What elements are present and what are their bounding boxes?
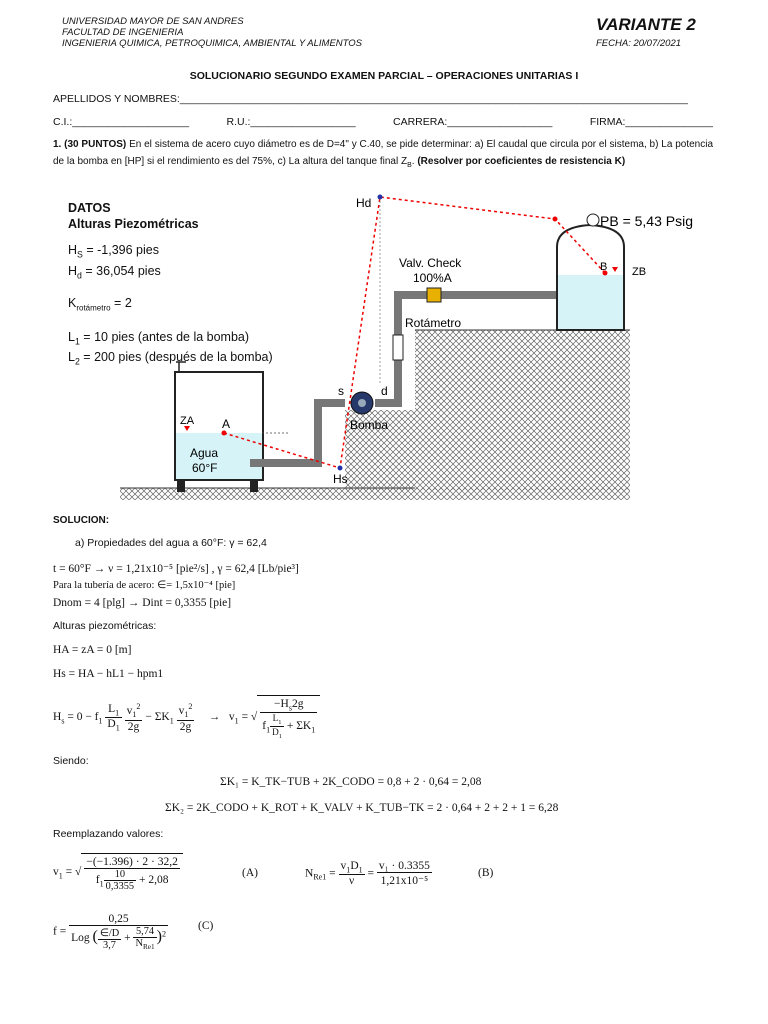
system-diagram bbox=[0, 185, 768, 505]
sum-k2: ΣK₂ = 2K_CODO + K_ROT + K_VALV + K_TUB−TK = 2 · 0,64 + 2 + 2 + 1 = 6,28 bbox=[165, 802, 559, 814]
suction-pipe bbox=[250, 403, 345, 463]
reynolds-equation: $N_{Re1}$ = $\frac{v_1D_1}{\nu}$ = $\frac{\text{v₁ · 0.3355}}{\text{1,21x10⁻⁵}}$ bbox=[305, 860, 430, 888]
alturas-heading: Alturas Piezométricas bbox=[68, 217, 199, 231]
label-eq-b: (B) bbox=[478, 867, 494, 879]
faculty-name: FACULTAD DE INGENIERIA bbox=[62, 27, 184, 38]
friction-factor-equation: f = 0,25 Log ( $\frac{\in/D}{3,7}$ + $\frac{5,74}{N_{Re1}}$ )$^2$ bbox=[53, 913, 166, 952]
carrera-field: CARRERA:__________________ bbox=[392, 116, 553, 128]
ha-equation: HA = zA = 0 [m] bbox=[53, 644, 132, 656]
water-props-item: a) Propiedades del agua a 60°F: γ = 62,4 bbox=[75, 537, 267, 549]
student-info-row bbox=[53, 116, 713, 128]
university-header bbox=[62, 16, 362, 49]
problem-number: 1. (30 PUNTOS) bbox=[53, 139, 127, 150]
hs-value: $H_S = -1,396$ pies bbox=[68, 243, 159, 260]
label-pb: PB = 5,43 Psig bbox=[600, 213, 694, 229]
university-name: UNIVERSIDAD MAYOR DE SAN ANDRES bbox=[62, 16, 244, 27]
rotameter bbox=[393, 335, 403, 360]
label-hs: Hs bbox=[333, 472, 348, 486]
hs-equation: Hs = HA − hL1 − hpm1 bbox=[53, 668, 164, 680]
siendo-label: Siendo: bbox=[53, 755, 89, 767]
label-hd: Hd bbox=[356, 196, 372, 210]
v1-substitution: $v_1$ = √ −(−1.396) · 2 · 32,2 $f_1$ $\frac{10}{0,3355}$ + 2,08 bbox=[53, 853, 183, 892]
ru-field: R.U.:__________________ bbox=[226, 116, 356, 128]
label-zb: ZB bbox=[632, 266, 647, 278]
label-d: d bbox=[381, 384, 388, 398]
department-name: INGENIERIA QUIMICA, PETROQUIMICA, AMBIENTAL Y ALIMENTOS bbox=[62, 38, 363, 49]
variant-label: VARIANTE 2 bbox=[596, 15, 696, 34]
hd-value: $H_d = 36,054$ pies bbox=[68, 263, 161, 280]
l2-value: $L_2 = 200$ pies (después de la bomba) bbox=[68, 350, 273, 367]
steel-roughness: Para la tubería de acero: ∈= 1,5x10⁻⁴ [pie] bbox=[53, 580, 236, 591]
hs-expanded-equation: $H_s = 0 - f_1$ $\frac{L_1}{D_1}$ $\frac{v_1^2}{2g}$ − $\Sigma K_1$ $\frac{v_1^2}{2g}$ → $v_1$ = √ $-H_s2g$ $f_1$ $\frac{L_1}{D_1}$ + $\Sigma K_1$ bbox=[53, 695, 320, 740]
label-temp: 60°F bbox=[192, 461, 218, 475]
label-valve-pct: 100%A bbox=[413, 271, 452, 285]
alturas-label: Alturas piezométricas: bbox=[53, 620, 157, 632]
firma-field: FIRMA:_______________ bbox=[589, 116, 713, 128]
label-a: A bbox=[222, 417, 231, 431]
check-valve bbox=[427, 288, 441, 302]
label-bomba: Bomba bbox=[350, 418, 389, 432]
label-agua: Agua bbox=[190, 446, 219, 460]
label-eq-c: (C) bbox=[198, 920, 214, 932]
label-valve: Valv. Check bbox=[399, 256, 462, 270]
ci-field: C.I.:____________________ bbox=[53, 116, 190, 128]
exam-date: FECHA: 20/07/2021 bbox=[596, 38, 682, 49]
reemplazando-label: Reemplazando valores: bbox=[53, 828, 164, 840]
problem-method: (Resolver por coeficientes de resistencia K) bbox=[417, 156, 626, 167]
label-s: s bbox=[338, 384, 344, 398]
problem-statement: 1. (30 PUNTOS) En el sistema de acero cuyo diámetro es de D=4" y C.40, se pide determinar: a) El caudal que circula por el sistema, b) La potencia de la bomba en [HP] si el rendimiento es del 75%, c) La altura del tanque final $Z_B$. (Resolver por coeficientes de resistencia K) bbox=[53, 139, 714, 169]
solution-heading: SOLUCION: bbox=[53, 515, 110, 526]
label-eq-a: (A) bbox=[242, 867, 258, 879]
pressure-gauge bbox=[587, 214, 599, 226]
sum-k1: ΣK₁ = K_TK−TUB + 2K_CODO = 0,8 + 2 · 0,64 = 2,08 bbox=[220, 776, 482, 788]
k-rotametro: $K_{rotámetro} = 2$ bbox=[68, 296, 132, 313]
label-za: ZA bbox=[180, 415, 195, 427]
names-field: APELLIDOS Y NOMBRES:_______________________________________________________________________________________ bbox=[53, 93, 688, 105]
ground-platform bbox=[415, 330, 630, 490]
diameter-line: Dnom = 4 [plg] → Dint = 0,3355 [pie] bbox=[53, 597, 232, 609]
label-rotameter: Rotámetro bbox=[405, 316, 462, 330]
tank-b-water bbox=[558, 275, 623, 329]
page-title: SOLUCIONARIO SEGUNDO EXAMEN PARCIAL – OPERACIONES UNITARIAS I bbox=[189, 70, 579, 82]
problem-text: En el sistema de acero cuyo diámetro es de D=4" y C.40, se pide determinar: a) El caudal que circula por el sistema, b) La potencia de la bomba en [HP] si el rendimiento es del 75%, c) La altura del tanque final Z bbox=[53, 139, 714, 167]
props-line: t = 60°F → ν = 1,21x10⁻⁵ [pie²/s] , γ = 62,4 [Lb/pie³] bbox=[53, 563, 299, 575]
datos-heading: DATOS bbox=[68, 201, 111, 215]
l1-value: $L_1 = 10$ pies (antes de la bomba) bbox=[68, 329, 250, 346]
label-b: B bbox=[600, 261, 608, 273]
